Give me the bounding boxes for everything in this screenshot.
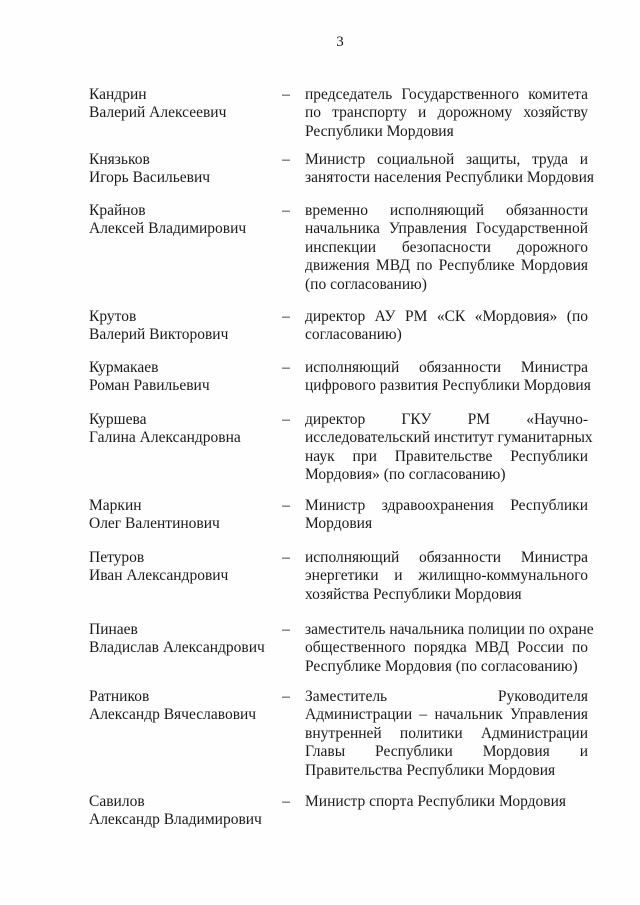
separator-dash: – [282, 793, 290, 810]
member-surname: Кандрин [89, 86, 147, 103]
position-text-line: общественного порядка МВД России по [305, 639, 588, 657]
member-name [89, 202, 279, 239]
member-surname: Маркин [89, 497, 142, 514]
position-text-line: начальника Управления Государственной [305, 220, 588, 238]
position-text-line: наук при Правительстве Республики [305, 447, 588, 465]
member-name [89, 359, 279, 396]
member-position [305, 497, 588, 534]
position-text-line: исполняющий обязанности Министра [305, 359, 588, 376]
position-text-line: Мордовия» (по согласованию) [305, 466, 506, 484]
member-given-names: Галина Александровна [89, 429, 241, 447]
separator-dash: – [282, 411, 290, 428]
member-given-names: Иван Александрович [89, 567, 229, 585]
separator-dash: – [282, 308, 290, 325]
page-number: 3 [336, 34, 344, 50]
separator-dash: – [282, 202, 290, 219]
position-text-line: Министр социальной защиты, труда и [305, 151, 588, 168]
position-text-line: Мордовия [305, 515, 373, 533]
position-text-line: хозяйства Республики Мордовия [305, 585, 522, 603]
position-text-line: Главы Республики Мордовия и [305, 743, 588, 761]
position-text-line: Республики Мордовия [305, 122, 454, 140]
position-text-line: директор ГКУ РМ «Научно- [305, 411, 588, 428]
member-name [89, 151, 279, 188]
separator-dash: – [282, 621, 290, 638]
member-surname: Ратников [89, 688, 150, 705]
member-name [89, 688, 279, 725]
position-text-line: инспекции безопасности дорожного [305, 238, 588, 256]
member-given-names: Александр Вячеславович [89, 706, 257, 724]
position-text-line: по транспорту и дорожному хозяйству [305, 104, 588, 122]
member-name [89, 497, 279, 534]
member-position [305, 793, 588, 811]
member-name [89, 411, 279, 448]
position-text-line: исследовательский институт гуманитарных [305, 429, 593, 447]
member-given-names: Роман Равильевич [89, 377, 210, 395]
member-surname: Савилов [89, 793, 145, 810]
member-position [305, 308, 588, 345]
member-surname: Петуров [89, 549, 145, 566]
separator-dash: – [282, 688, 290, 705]
member-given-names: Алексей Владимирович [89, 220, 247, 238]
position-text-line: Правительства Республики Мордовия [305, 761, 556, 779]
separator-dash: – [282, 86, 290, 103]
member-position [305, 151, 594, 188]
member-given-names: Валерий Викторович [89, 326, 229, 344]
position-text-line: внутренней политики Администрации [305, 724, 588, 742]
member-surname: Пинаев [89, 621, 138, 638]
member-position [305, 86, 588, 141]
member-position [305, 202, 588, 294]
member-position [305, 621, 594, 676]
separator-dash: – [282, 497, 290, 514]
position-text-line: заместитель начальника полиции по охране [305, 621, 594, 638]
position-text-line: председатель Государственного комитета [305, 86, 588, 103]
position-text-line: движения МВД по Республике Мордовия [305, 257, 588, 275]
member-surname: Князьков [89, 151, 150, 168]
member-surname: Крутов [89, 308, 137, 325]
member-name [89, 621, 279, 658]
member-position [305, 359, 591, 396]
separator-dash: – [282, 151, 290, 168]
member-name [89, 793, 279, 830]
position-text-line: Министр здравоохранения Республики [305, 497, 588, 514]
position-text-line: согласованию) [305, 326, 402, 344]
member-name [89, 86, 279, 123]
member-name [89, 549, 279, 586]
position-text-line: Заместитель Руководителя [305, 688, 588, 705]
member-position [305, 549, 588, 604]
member-given-names: Валерий Алексеевич [89, 104, 227, 122]
separator-dash: – [282, 549, 290, 566]
member-surname: Курмакаев [89, 359, 159, 376]
member-given-names: Олег Валентинович [89, 515, 220, 533]
member-given-names: Владислав Александрович [89, 639, 265, 657]
member-position [305, 411, 593, 485]
member-surname: Крайнов [89, 202, 146, 219]
member-given-names: Игорь Васильевич [89, 169, 211, 187]
member-position [305, 688, 588, 780]
position-text-line: директор АУ РМ «СК «Мордовия» (по [305, 308, 588, 325]
member-surname: Куршева [89, 411, 147, 428]
position-text-line: временно исполняющий обязанности [305, 202, 588, 219]
separator-dash: – [282, 359, 290, 376]
position-text-line: Администрации – начальник Управления [305, 706, 588, 724]
position-text-line: энергетики и жилищно-коммунального [305, 567, 588, 585]
position-text-line: Министр спорта Республики Мордовия [305, 793, 567, 810]
position-text-line: (по согласованию) [305, 275, 427, 293]
position-text-line: цифрового развития Республики Мордовия [305, 377, 591, 395]
position-text-line: Республике Мордовия (по согласованию) [305, 657, 578, 675]
position-text-line: занятости населения Республики Мордовия [305, 169, 594, 187]
member-name [89, 308, 279, 345]
member-given-names: Александр Владимирович [89, 811, 262, 829]
position-text-line: исполняющий обязанности Министра [305, 549, 588, 566]
